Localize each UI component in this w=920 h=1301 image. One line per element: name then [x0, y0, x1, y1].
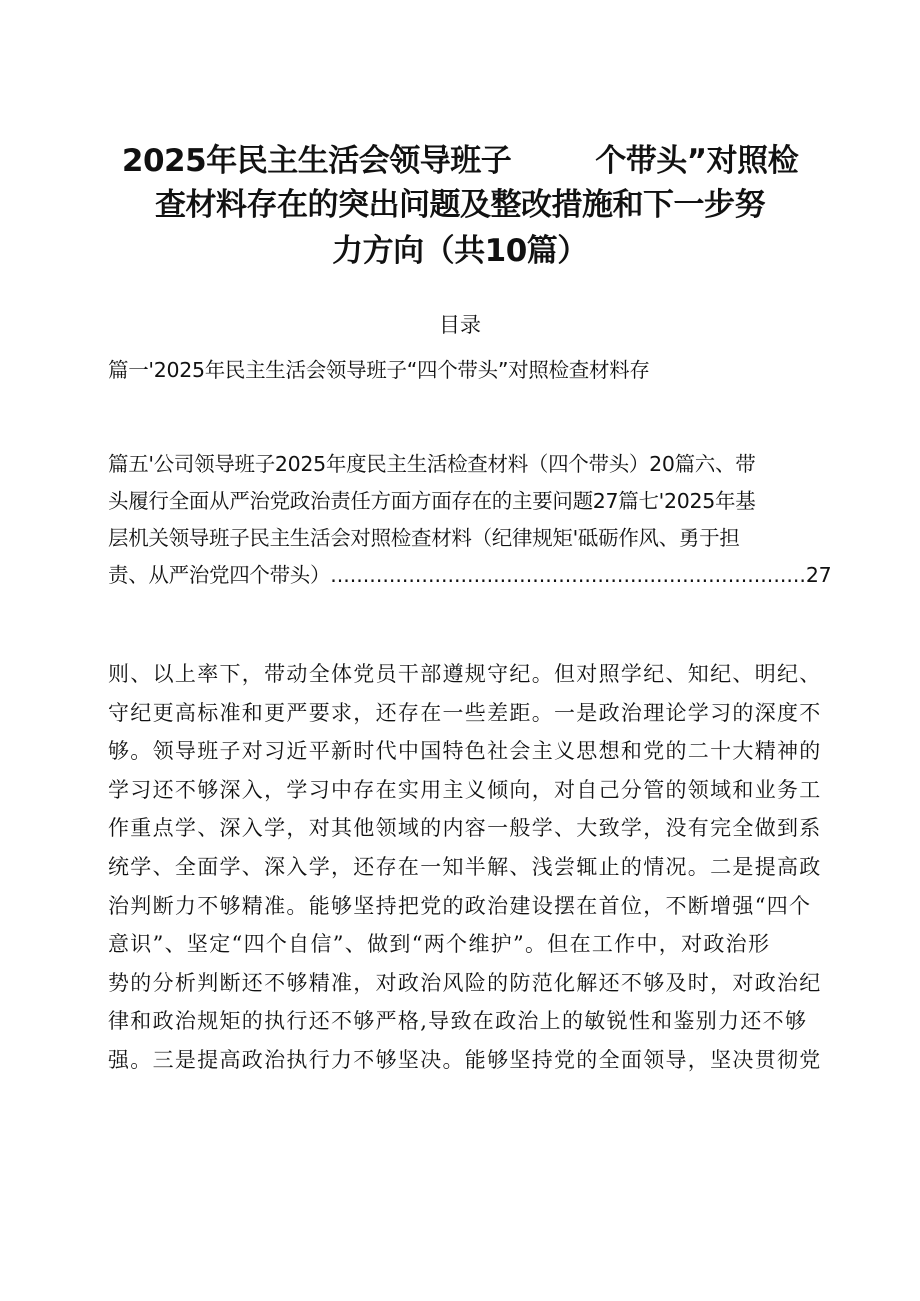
body-line: 治判断力不够精准。能够坚持把党的政治建设摆在首位，不断增强“四个 — [108, 893, 812, 918]
toc-entry-last — [108, 557, 832, 594]
body-line: 够。领导班子对习近平新时代中国特色社会主义思想和党的二十大精神的 — [108, 739, 822, 764]
toc-entry: 篇五'公司领导班子2025年度民主生活检查材料（四个带头）20篇六、带 — [108, 452, 756, 476]
toc-page-number: 27 — [805, 563, 832, 587]
body-line: 势的分析判断还不够精准，对政治风险的防范化解还不够及时，对政治纪 — [108, 970, 822, 995]
body-paragraph — [108, 655, 848, 1080]
toc-heading: 目录 — [439, 313, 481, 337]
body-line: 守纪更高标准和更严要求，还存在一些差距。一是政治理论学习的深度不 — [108, 700, 822, 725]
toc-entry: 头履行全面从严治党政治责任方面方面存在的主要问题27篇七'2025年基 — [108, 489, 756, 513]
toc-leader-dots: ......................................................................... — [330, 563, 806, 587]
body-line: 作重点学、深入学，对其他领域的内容一般学、大致学，没有完全做到系 — [108, 816, 822, 841]
body-line: 则、以上率下，带动全体党员干部遵规守纪。但对照学纪、知纪、明纪、 — [108, 662, 822, 686]
document-title-line-1 — [100, 138, 820, 184]
document-title-line-2: 查材料存在的突出问题及整改措施和下一步努 — [155, 187, 765, 223]
toc-entry: 篇一'2025年民主生活会领导班子“四个带头”对照检查材料存 — [108, 358, 650, 382]
body-line: 意识”、坚定“四个自信”、做到“两个维护”。但在工作中，对政治形 — [108, 932, 771, 957]
toc-entry-text: 责、从严治党四个带头） — [108, 563, 331, 587]
title-line-1-right: 个带头”对照检 — [595, 143, 799, 179]
body-line: 统学、全面学、深入学，还存在一知半解、浅尝辄止的情况。二是提高政 — [108, 854, 822, 879]
body-line: 学习还不够深入，学习中存在实用主义倾向，对自己分管的领域和业务工 — [108, 777, 822, 802]
toc-entry: 层机关领导班子民主生活会对照检查材料（纪律规矩'砥砺作风、勇于担 — [108, 526, 740, 550]
document-title-line-3: 力方向（共10篇） — [332, 233, 588, 269]
body-line: 强。三是提高政治执行力不够坚决。能够坚持党的全面领导，坚决贯彻党 — [108, 1047, 822, 1072]
title-line-1-left: 2025年民主生活会领导班子 — [121, 143, 512, 179]
body-line: 律和政治规矩的执行还不够严格,导致在政治上的敏锐性和鉴别力还不够 — [108, 1009, 808, 1034]
